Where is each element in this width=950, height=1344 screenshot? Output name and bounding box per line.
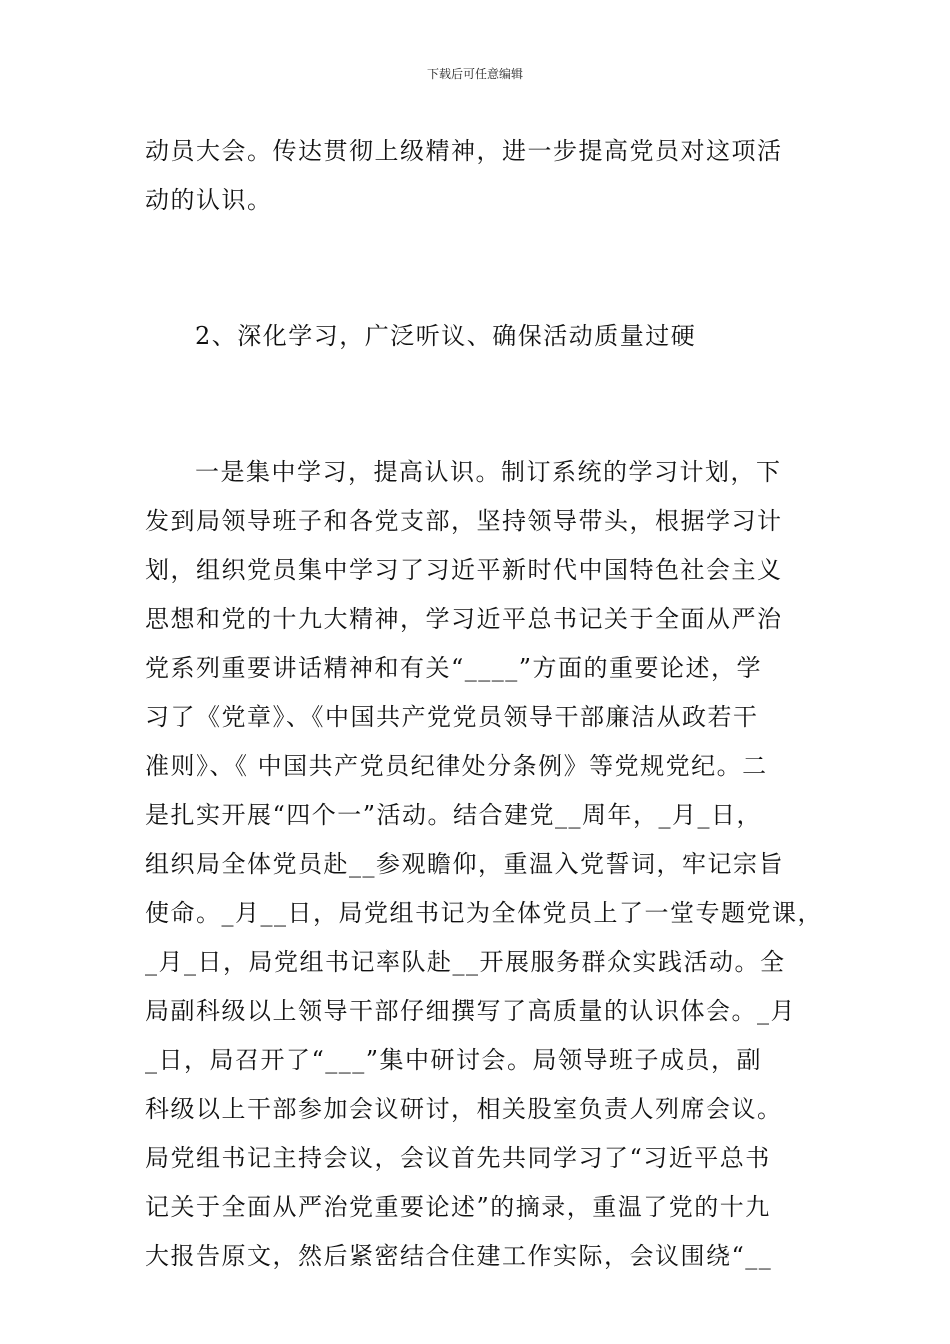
text-line: 动员大会。传达贯彻上级精神，进一步提高党员对这项活 [145,137,783,165]
text-line: 划，组织党员集中学习了习近平新时代中国特色社会主义 [145,556,783,584]
text-line: _日，局召开了“___”集中研讨会。局领导班子成员，副 [145,1046,763,1074]
text-line: 动的认识。 [145,186,273,214]
text-line: 准则》、《 中国共产党员纪律处分条例》等党规党纪。二 [145,752,768,780]
text-line: 记关于全面从严治党重要论述”的摘录，重温了党的十九 [145,1193,771,1221]
text-line: 党系列重要讲话精神和有关“____”方面的重要论述，学 [145,654,763,682]
text-line: 习了《党章》、《中国共产党党员领导干部廉洁从政若干 [145,703,759,731]
text-line: 是扎实开展“四个一”活动。结合建党__周年，_月_日， [145,801,763,829]
paragraph-spacer [145,361,835,448]
text-line: 局党组书记主持会议，会议首先共同学习了“习近平总书 [145,1144,771,1172]
text-line: 一是集中学习，提高认识。制订系统的学习计划，下 [195,458,782,486]
text-line: 思想和党的十九大精神，学习近平总书记关于全面从严治 [145,605,783,633]
text-line: 组织局全体党员赴__参观瞻仰，重温入党誓词，牢记宗旨 [145,850,784,878]
text-line: 大报告原文，然后紧密结合住建工作实际，会议围绕“__ [145,1242,773,1270]
page-header: 下载后可任意编辑 [426,67,523,81]
text-line: 使命。_月__日，局党组书记为全体党员上了一堂专题党课， [145,899,823,927]
section-heading-text: 2、深化学习，广泛听议、确保活动质量过硬 [195,322,697,350]
section-heading [145,312,835,361]
text-line: _月_日，局党组书记率队赴__开展服务群众实践活动。全 [145,948,786,976]
text-line: 发到局领导班子和各党支部，坚持领导带头，根据学习计 [145,507,783,535]
paragraph-mobilization [145,127,835,225]
paragraph-study [145,448,835,1281]
document-body [145,127,835,1281]
text-line: 局副科级以上领导干部仔细撰写了高质量的认识体会。_月 [145,997,796,1025]
paragraph-spacer [145,225,835,312]
text-line: 科级以上干部参加会议研讨，相关股室负责人列席会议。 [145,1095,783,1123]
